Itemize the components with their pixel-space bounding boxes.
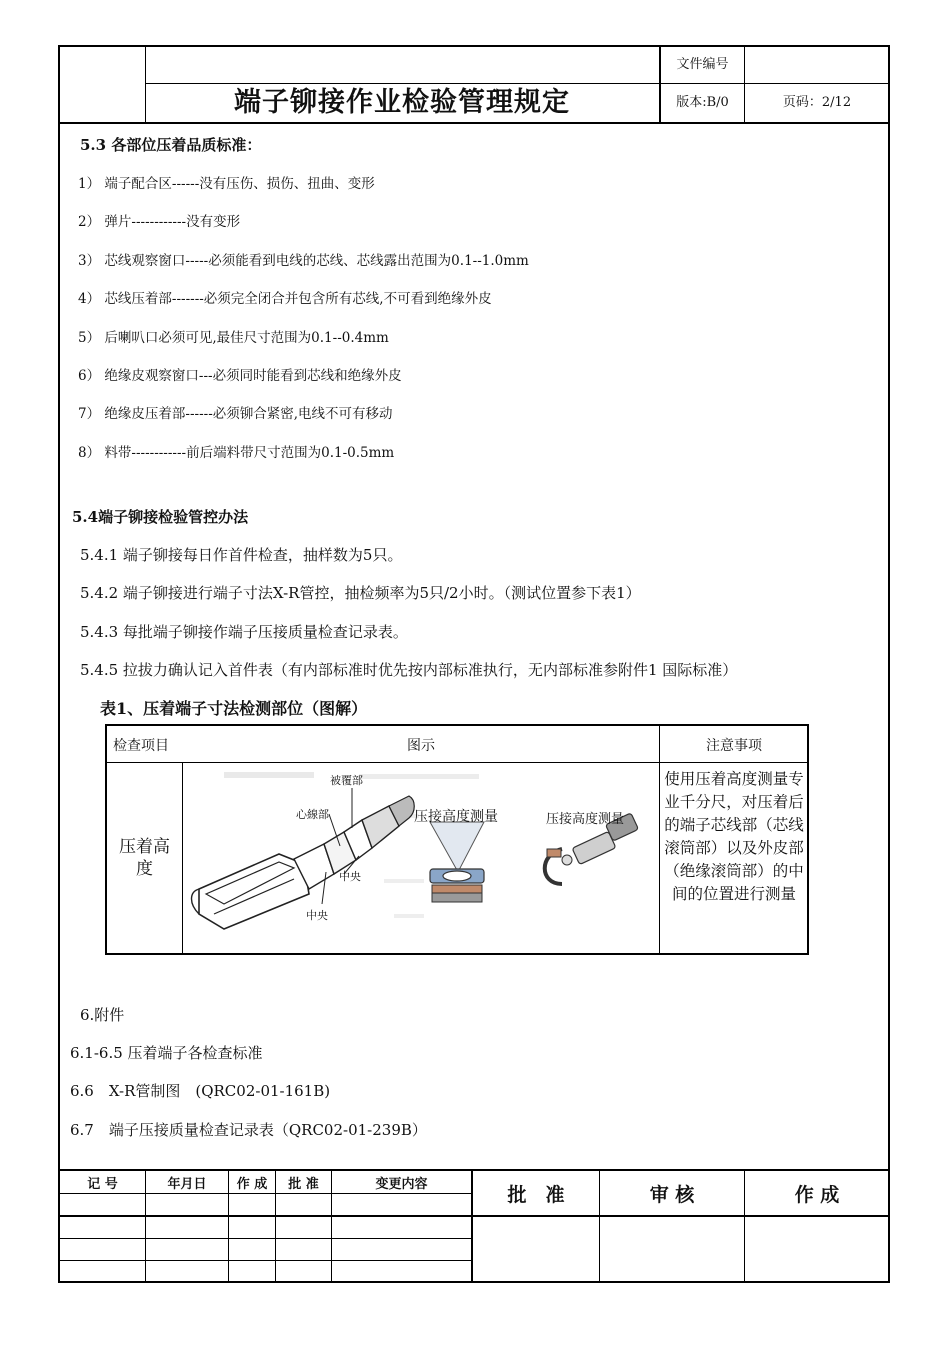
section-54-item: 5.4.3 每批端子铆接作端子压接质量检查记录表。 xyxy=(80,623,408,641)
section-53-item: 1） 端子配合区------没有压伤、损伤、扭曲、变形 xyxy=(78,176,375,192)
footer-line xyxy=(58,1238,472,1239)
table1-col-item: 检查项目 xyxy=(113,738,169,754)
section-54-item: 5.4.2 端子铆接进行端子寸法X-R管控，抽检频率为5只/2小时。（测试位置参下表1） xyxy=(80,584,641,602)
section-53-item: 4） 芯线压着部-------必须完全闭合并包含所有芯线,不可看到绝缘外皮 xyxy=(78,291,492,307)
table1-vline-2 xyxy=(659,724,660,954)
section-54-item: 5.4.1 端子铆接每日作首件检查，抽样数为5只。 xyxy=(80,546,403,564)
section-6-item: 6.1-6.5 压着端子各检查标准 xyxy=(70,1044,263,1062)
section-53-heading: 5.3 各部位压着品质标准： xyxy=(80,136,262,154)
footer-line xyxy=(58,1193,472,1194)
page-title: 端子铆接作业检验管理规定 xyxy=(234,87,570,118)
table1-row-note: 使用压着高度测量专业千分尺，对压着后的端子芯线部（芯线滚筒部）以及外皮部（绝缘滚筒部）的中间的位置进行测量 xyxy=(664,770,804,903)
section-53-item: 5） 后喇叭口必须可见,最佳尺寸范围为0.1--0.4mm xyxy=(78,330,389,346)
footer-col-mark: 记 号 xyxy=(87,1176,118,1192)
section-54-heading: 5.4端子铆接检验管控办法 xyxy=(72,508,249,526)
footer-col-approve: 批 准 xyxy=(288,1176,319,1192)
fig-label-core: 心線部 xyxy=(296,808,329,821)
footer-approve: 批 准 xyxy=(507,1183,565,1206)
footer-line xyxy=(58,1260,472,1261)
fig-label-center: 中央 xyxy=(306,909,328,922)
fig-label-measure: 压接高度测量 xyxy=(414,809,498,825)
page-number: 页码：2/12 xyxy=(782,95,852,110)
footer-col-create: 作 成 xyxy=(236,1176,268,1192)
section-6-item: 6.6 X-R管制图 (QRC02-01-161B) xyxy=(70,1082,331,1100)
footer-create: 作 成 xyxy=(794,1183,840,1206)
doc-no-value xyxy=(745,46,889,83)
section-53-item: 7） 绝缘皮压着部------必须铆合紧密,电线不可有移动 xyxy=(78,406,393,422)
table1-row-item: 压着高度 xyxy=(119,837,170,879)
crimp-figure xyxy=(184,764,658,953)
table1-col-figure: 图示 xyxy=(407,738,435,754)
footer-review: 审 核 xyxy=(649,1183,695,1206)
table1-col-note: 注意事项 xyxy=(706,738,762,754)
section-6-item: 6.7 端子压接质量检查记录表（QRC02-01-239B） xyxy=(70,1121,427,1139)
section-53-item: 6） 绝缘皮观察窗口---必须同时能看到芯线和绝缘外皮 xyxy=(78,368,402,384)
crimp-terminal-illustration xyxy=(184,764,658,953)
fig-label-sheath: 被覆部 xyxy=(330,774,363,787)
section-53-item: 3） 芯线观察窗口-----必须能看到电线的芯线、芯线露出范围为0.1--1.0mm xyxy=(78,253,529,269)
table1-caption: 表1、压着端子寸法检测部位（图解） xyxy=(100,699,368,718)
section-6-heading: 6.附件 xyxy=(80,1006,125,1024)
footer-line xyxy=(58,1215,890,1217)
fig-label-center: 中央 xyxy=(339,870,361,883)
section-53-item: 2） 弹片------------没有变形 xyxy=(78,214,241,230)
table1-header-line xyxy=(105,762,809,763)
version-label: 版本:B/0 xyxy=(676,95,729,110)
fig-label-measure: 压接高度测量 xyxy=(546,812,625,827)
section-54-item: 5.4.5 拉拔力确认记入首件表（有内部标准时优先按内部标准执行，无内部标准参附件1 国际标准） xyxy=(80,661,738,679)
footer-col-change: 变更内容 xyxy=(375,1176,428,1192)
footer-col-date: 年月日 xyxy=(167,1176,207,1192)
section-53-item: 8） 料带------------前后端料带尺寸范围为0.1-0.5mm xyxy=(78,445,395,461)
table1-vline-1 xyxy=(182,762,183,954)
doc-no-label: 文件编号 xyxy=(676,57,729,72)
